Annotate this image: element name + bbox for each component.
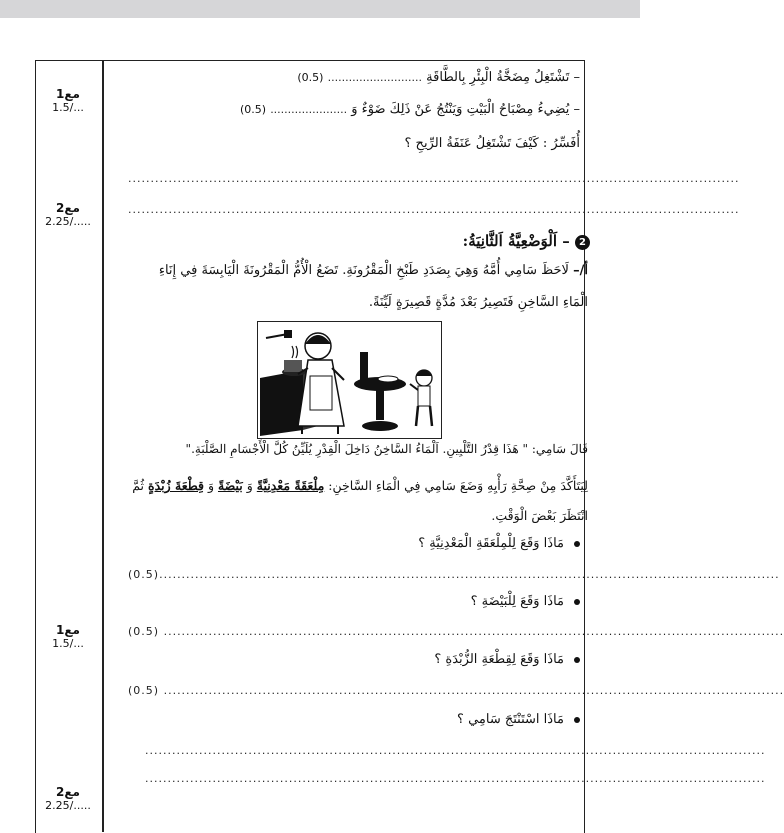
points-label: (0.5) xyxy=(239,103,267,116)
part-a-text: لَاحَظَ سَامِي أُمَّهُ وَهِيَ بِصَدَدِ طَبْخِ الْمَقْرُونَةِ. تَضَعُ الْأُمُّ الْمَقْرُونَةَ الْيَابِسَةَ فِي إِنَاءِ xyxy=(158,263,569,278)
score-criterion-1b xyxy=(38,624,98,650)
cooking-illustration xyxy=(257,321,442,439)
question-butter xyxy=(434,652,580,667)
question-text: مَاذَا اسْتَنْتَجَ سَامِي ؟ xyxy=(457,712,564,727)
section-2-title: – اَلْوَضْعِيَّةُ اَلثَّانِيَةُ: xyxy=(462,232,570,250)
answer-conclusion-2[interactable]: .......................................................................................................................................... xyxy=(145,772,766,785)
points-label: (0.5) xyxy=(128,625,160,638)
criterion-score: 1.5/... xyxy=(52,101,84,114)
verify-item-butter: قِطْعَةَ زُبْدَةٍ xyxy=(148,478,204,493)
q1-line-2 xyxy=(240,102,580,117)
criterion-score: 2.25/..... xyxy=(45,799,91,812)
points-label: (0.5) xyxy=(297,71,324,84)
sami-quote: قَالَ سَامِي: " هَذَا قِدْرُ التَّلْيِينِ. اَلْمَاءُ السَّاخِنُ دَاخِلَ الْقِدْرِ يُلَيِّنُ كُلَّ الْأَجْسَامِ الصَّلْبَةِ." xyxy=(185,442,588,456)
mother-cooking-image xyxy=(258,322,441,438)
score-column-divider xyxy=(102,60,104,832)
top-bar xyxy=(0,0,640,18)
bullet-icon xyxy=(574,657,580,663)
score-criterion-2 xyxy=(38,202,98,228)
question-spoon xyxy=(418,536,580,551)
verify-text: لِيَتَأَكَّدَ مِنْ صِحَّةِ رَأْيِهِ وَضَعَ سَامِي فِي الْمَاءِ السَّاخِنِ: xyxy=(328,478,588,493)
part-a-prefix: أ/– xyxy=(573,263,588,278)
verify-line-2: انْتَظَرَ بَعْضَ الْوَقْتِ. xyxy=(491,508,588,523)
q1-line-1 xyxy=(297,70,580,85)
part-a-line-2: الْمَاءِ السَّاخِنِ فَتَصِيرُ بَعْدَ مُدَّةٍ قَصِيرَةٍ لَيِّنَةً. xyxy=(368,295,588,310)
conjunction: وَ xyxy=(246,478,253,493)
question-egg xyxy=(471,594,580,609)
answer-blank[interactable]: ...................... xyxy=(270,103,348,116)
q1-line-text: – تَشْتَغِلُ مِضَخَّةُ الْبِئْرِ بِالطَّاقَةِ xyxy=(426,70,580,85)
criterion-score: 1.5/... xyxy=(52,637,84,650)
answer-butter[interactable]: (0.5) .......................................................................................................................................... xyxy=(128,684,784,697)
criterion-label: مع2 xyxy=(56,785,80,799)
conjunction: وَ xyxy=(207,478,214,493)
score-criterion-2b xyxy=(38,786,98,812)
q1-explain: أُفَسِّرُ : كَيْفَ تَشْتَغِلُ عَنَفَةُ الرِّيحِ ؟ xyxy=(404,136,580,151)
answer-line-2[interactable]: ........................................................................................................................................ xyxy=(128,203,740,216)
answer-conclusion-1[interactable]: .......................................................................................................................................... xyxy=(145,744,766,757)
section-2-heading xyxy=(463,232,590,250)
q1-line-text: – يُضِيءُ مِصْبَاحُ الْبَيْتِ وَيَنْتُجُ عَنْ ذَلِكَ ضَوْءٌ وَ xyxy=(351,102,580,117)
question-text: مَاذَا وَقَعَ لِلْمِلْعَقَةِ الْمَعْدِنِيَّةِ ؟ xyxy=(418,536,564,551)
criterion-label: مع1 xyxy=(56,87,80,101)
answer-egg[interactable]: (0.5) .......................................................................................................................................... xyxy=(128,625,784,638)
criterion-label: مع1 xyxy=(56,623,80,637)
verify-item-egg: بَيْضَةً xyxy=(217,478,243,493)
verify-line-1 xyxy=(132,478,588,493)
question-conclusion xyxy=(457,712,580,727)
answer-blank[interactable]: ........................... xyxy=(327,71,423,84)
points-label: (0.5) xyxy=(128,568,160,581)
section-number-badge: 2 xyxy=(575,235,590,250)
criterion-score: 2.25/..... xyxy=(45,215,91,228)
question-text: مَاذَا وَقَعَ لِلْبَيْضَةِ ؟ xyxy=(470,594,564,609)
conjunction: ثُمَّ xyxy=(132,478,145,493)
bullet-icon xyxy=(574,599,580,605)
bullet-icon xyxy=(574,717,580,723)
bullet-icon xyxy=(574,541,580,547)
question-text: مَاذَا وَقَعَ لِقِطْعَةِ الزُّبْدَةِ ؟ xyxy=(434,652,564,667)
points-label: (0.5) xyxy=(128,684,160,697)
part-a-line-1 xyxy=(159,263,588,278)
criterion-label: مع2 xyxy=(56,201,80,215)
answer-spoon[interactable]: (0.5).......................................................................................................................................... xyxy=(128,568,780,581)
answer-line-1[interactable]: ........................................................................................................................................ xyxy=(128,172,740,185)
verify-item-spoon: مِلْعَقَةً مَعْدِنِيَّةً xyxy=(256,478,325,493)
score-criterion-1 xyxy=(38,88,98,114)
